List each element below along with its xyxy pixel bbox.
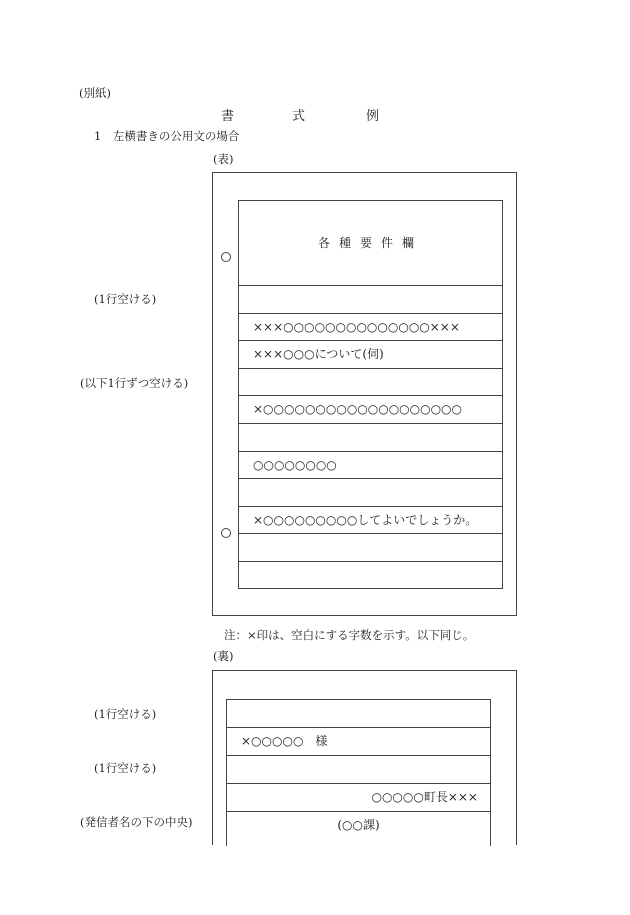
- back-row-4: ○○○○○町長×××: [227, 784, 490, 812]
- back-row-2: ×○○○○○ 様: [227, 728, 490, 756]
- back-row-1: [227, 700, 490, 728]
- front-row-9: ×○○○○○○○○○してよいでしょうか。: [239, 507, 502, 535]
- back-sheet: [212, 670, 517, 845]
- front-row-7: ○○○○○○○○: [239, 452, 502, 480]
- front-row-1: [239, 286, 502, 314]
- front-row-6: [239, 424, 502, 452]
- front-label: (表): [213, 152, 234, 166]
- front-row-4: [239, 369, 502, 397]
- title-char-3: 例: [366, 109, 380, 124]
- front-row-3: ×××○○○について(伺): [239, 341, 502, 369]
- punch-hole-top: [221, 252, 231, 262]
- back-label: (裏): [213, 649, 234, 663]
- margin-note-back-blank-1: (1行空ける): [94, 707, 157, 721]
- margin-note-blank-one-line: (1行空ける): [94, 292, 157, 306]
- margin-note-sender-center: (発信者名の下の中央): [80, 815, 193, 829]
- front-table: [238, 200, 503, 589]
- margin-note-blank-each-line: (以下1行ずつ空ける): [80, 376, 189, 390]
- back-table: [226, 699, 491, 846]
- front-row-5: ×○○○○○○○○○○○○○○○○○○○: [239, 396, 502, 424]
- front-sheet: [212, 172, 517, 616]
- front-row-2: ×××○○○○○○○○○○○○○○×××: [239, 314, 502, 342]
- back-row-3: [227, 756, 490, 784]
- front-row-10: [239, 534, 502, 562]
- section-heading: 1 左横書きの公用文の場合: [94, 129, 240, 143]
- front-row-8: [239, 479, 502, 507]
- back-row-5: (○○課): [337, 818, 380, 832]
- title-char-2: 式: [292, 109, 306, 124]
- margin-note-back-blank-2: (1行空ける): [94, 761, 157, 775]
- title-char-1: 書: [221, 109, 235, 124]
- requirements-header-cell: 各種要件欄: [239, 201, 502, 286]
- front-row-11: [239, 562, 502, 589]
- note-text: 注：×印は、空白にする字数を示す。以下同じ。: [224, 628, 475, 642]
- attachment-label: (別紙): [79, 86, 111, 100]
- punch-hole-bottom: [221, 528, 231, 538]
